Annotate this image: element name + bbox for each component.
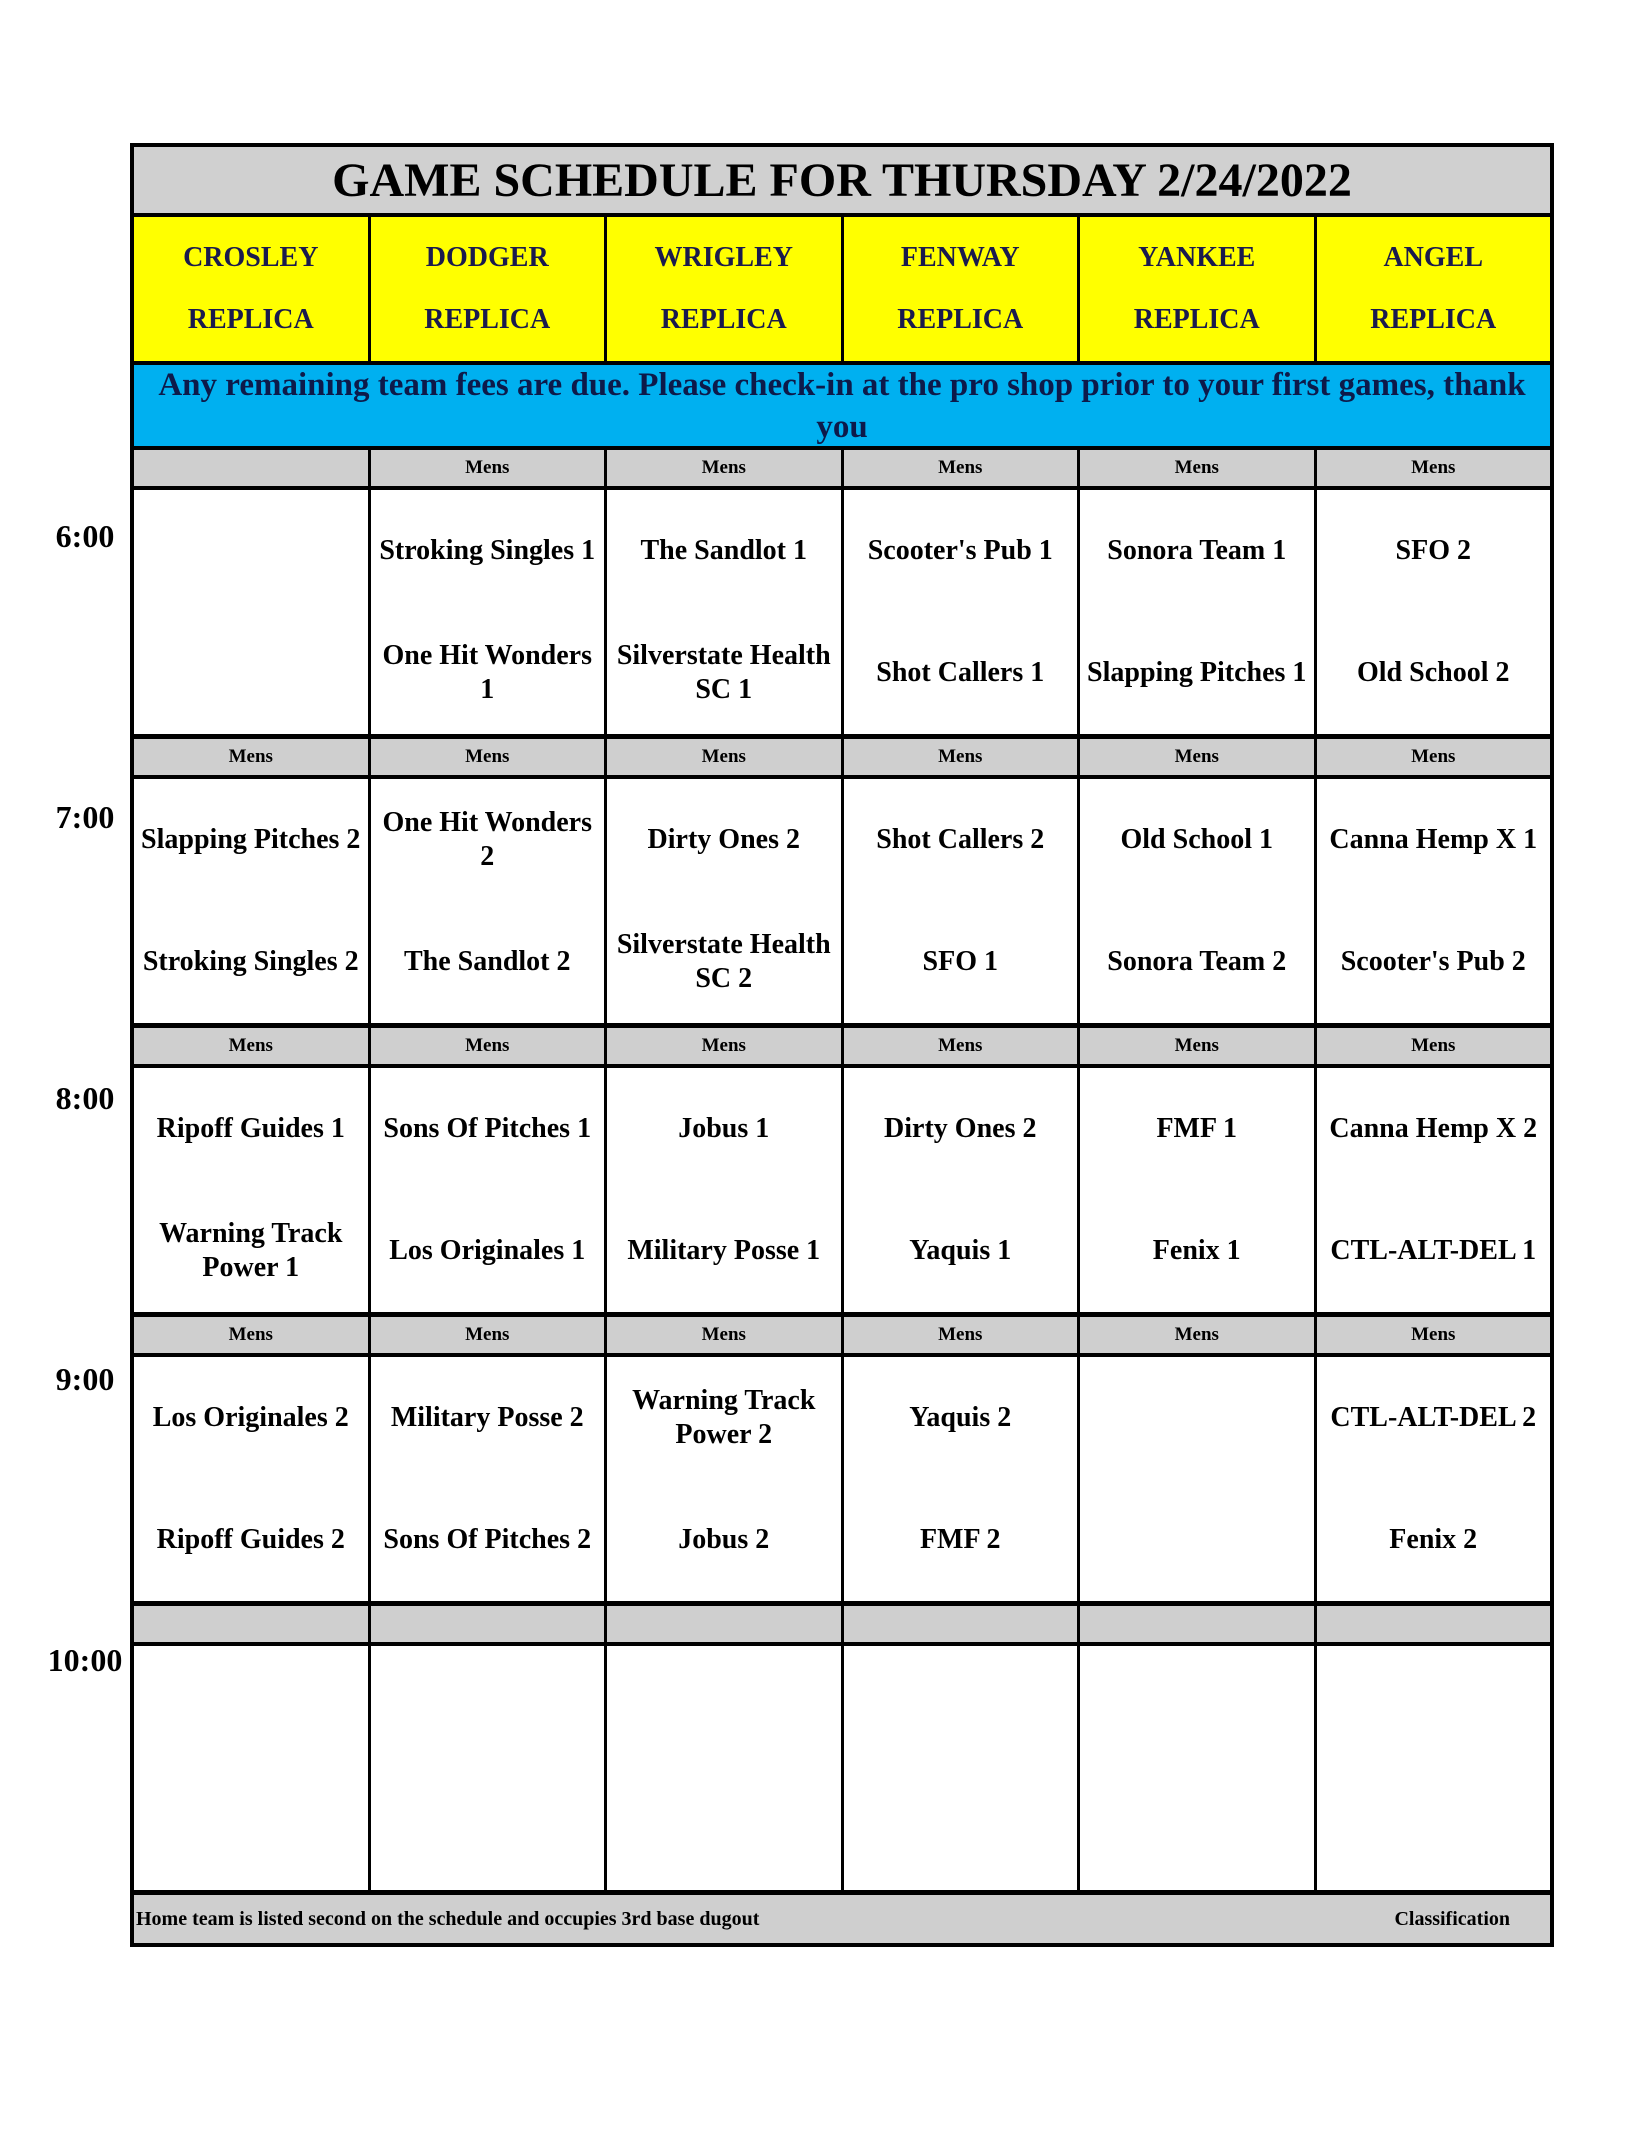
game-cell xyxy=(607,1357,844,1601)
classification-cell: Mens xyxy=(134,739,371,775)
home-team: Stroking Singles 2 xyxy=(142,946,359,977)
game-cell xyxy=(371,1068,608,1312)
field-header xyxy=(1317,217,1551,361)
away-team: Sonora Team 1 xyxy=(1107,535,1287,566)
classification-cell xyxy=(607,1606,844,1642)
field-name: CROSLEY xyxy=(183,242,319,273)
field-header-row xyxy=(134,217,1550,365)
time-label-10: 10:00 xyxy=(47,1642,123,1678)
field-header xyxy=(134,217,371,361)
classification-cell: Mens xyxy=(1080,739,1317,775)
classification-cell xyxy=(134,450,371,486)
classification-row xyxy=(134,1317,1550,1357)
classification-cell: Mens xyxy=(1080,1317,1317,1353)
field-name: WRIGLEY xyxy=(654,242,793,273)
game-cell xyxy=(134,1068,371,1312)
game-cell xyxy=(844,1068,1081,1312)
home-team xyxy=(371,1768,605,1890)
field-name: DODGER xyxy=(425,242,549,273)
away-team: FMF 1 xyxy=(1156,1113,1238,1144)
home-team: SFO 1 xyxy=(922,946,998,977)
away-team: Canna Hemp X 2 xyxy=(1329,1113,1538,1144)
home-team: Military Posse 1 xyxy=(627,1235,821,1266)
game-row xyxy=(134,1068,1550,1317)
schedule-slots xyxy=(134,450,1550,1895)
game-cell xyxy=(1080,779,1317,1023)
away-team: Military Posse 2 xyxy=(390,1402,584,1433)
away-team: Slapping Pitches 2 xyxy=(141,824,361,855)
game-cell xyxy=(1080,490,1317,734)
away-team xyxy=(607,1646,841,1768)
classification-cell xyxy=(371,1606,608,1642)
classification-cell: Mens xyxy=(607,1317,844,1353)
field-type: REPLICA xyxy=(1370,304,1497,335)
classification-cell: Mens xyxy=(844,1028,1081,1064)
classification-cell: Mens xyxy=(371,450,608,486)
game-cell xyxy=(134,1357,371,1601)
time-label-6: 6:00 xyxy=(55,518,115,554)
classification-cell: Mens xyxy=(844,739,1081,775)
away-team xyxy=(134,1646,368,1768)
home-team: Warning Track Power 1 xyxy=(159,1218,343,1283)
game-cell xyxy=(134,490,371,734)
away-team xyxy=(1080,1357,1314,1479)
field-type: REPLICA xyxy=(1133,304,1260,335)
away-team: CTL-ALT-DEL 2 xyxy=(1330,1402,1537,1433)
classification-cell: Mens xyxy=(607,739,844,775)
classification-cell: Mens xyxy=(1080,1028,1317,1064)
footer-note: Home team is listed second on the schedule and occupies 3rd base dugout xyxy=(136,1907,760,1930)
away-team: Sons Of Pitches 1 xyxy=(383,1113,592,1144)
game-cell xyxy=(844,1646,1081,1890)
field-header xyxy=(844,217,1081,361)
classification-cell: Mens xyxy=(1411,1324,1456,1345)
home-team: CTL-ALT-DEL 1 xyxy=(1330,1235,1537,1266)
home-team: FMF 2 xyxy=(919,1524,1001,1555)
away-team xyxy=(844,1646,1078,1768)
schedule-table xyxy=(130,143,1554,1947)
away-team: One Hit Wonders 2 xyxy=(382,807,592,872)
field-header xyxy=(371,217,608,361)
home-team: Fenix 2 xyxy=(1389,1524,1478,1555)
away-team: Warning Track Power 2 xyxy=(632,1385,816,1450)
home-team: Fenix 1 xyxy=(1152,1235,1241,1266)
game-cell xyxy=(134,779,371,1023)
away-team xyxy=(371,1646,605,1768)
field-header xyxy=(1080,217,1317,361)
home-team xyxy=(607,1768,841,1890)
away-team xyxy=(1317,1646,1551,1768)
field-type: REPLICA xyxy=(660,304,787,335)
away-team xyxy=(134,490,368,612)
game-row xyxy=(134,490,1550,739)
home-team xyxy=(1080,1768,1314,1890)
classification-cell: Mens xyxy=(1411,457,1456,478)
time-label-8: 8:00 xyxy=(55,1080,115,1116)
classification-cell: Mens xyxy=(1411,746,1456,767)
home-team xyxy=(1317,1768,1551,1890)
game-cell xyxy=(371,779,608,1023)
classification-cell: Mens xyxy=(134,1028,371,1064)
away-team: Stroking Singles 1 xyxy=(379,535,596,566)
home-team: The Sandlot 2 xyxy=(404,946,571,977)
game-cell xyxy=(607,1646,844,1890)
game-cell xyxy=(1317,1646,1551,1890)
game-cell xyxy=(844,1357,1081,1601)
classification-row xyxy=(134,1606,1550,1646)
away-team: Old School 1 xyxy=(1120,824,1273,855)
away-team: Dirty Ones 2 xyxy=(647,824,800,855)
home-team: Los Originales 1 xyxy=(389,1235,586,1266)
classification-cell: Mens xyxy=(371,1028,608,1064)
game-cell xyxy=(1317,490,1551,734)
away-team: Yaquis 2 xyxy=(909,1402,1012,1433)
home-team xyxy=(134,612,368,734)
away-team: Los Originales 2 xyxy=(152,1402,349,1433)
classification-cell: Mens xyxy=(607,450,844,486)
time-label-7: 7:00 xyxy=(55,799,115,835)
game-cell xyxy=(371,1646,608,1890)
home-team xyxy=(1080,1479,1314,1601)
home-team: Old School 2 xyxy=(1357,657,1510,688)
classification-cell: Mens xyxy=(844,1317,1081,1353)
home-team: One Hit Wonders 1 xyxy=(382,640,592,705)
home-team: Sonora Team 2 xyxy=(1107,946,1287,977)
home-team: Slapping Pitches 1 xyxy=(1087,657,1307,688)
home-team: Scooter's Pub 2 xyxy=(1340,946,1526,977)
classification-cell: Mens xyxy=(844,450,1081,486)
classification-row xyxy=(134,739,1550,779)
game-cell xyxy=(607,779,844,1023)
game-row xyxy=(134,1357,1550,1606)
game-cell xyxy=(607,1068,844,1312)
home-team: Silverstate Health SC 2 xyxy=(616,929,831,994)
away-team: Scooter's Pub 1 xyxy=(867,535,1053,566)
notice-banner: Any remaining team fees are due. Please check-in at the pro shop prior to your first games, thank you xyxy=(134,365,1550,450)
classification-cell: Mens xyxy=(134,1317,371,1353)
classification-cell xyxy=(134,1606,371,1642)
time-label-9: 9:00 xyxy=(55,1361,115,1397)
away-team xyxy=(1080,1646,1314,1768)
home-team: Yaquis 1 xyxy=(909,1235,1012,1266)
away-team: Jobus 1 xyxy=(678,1113,770,1144)
home-team: Jobus 2 xyxy=(678,1524,770,1555)
classification-cell xyxy=(1317,1606,1551,1642)
home-team: Ripoff Guides 2 xyxy=(156,1524,345,1555)
game-cell xyxy=(607,490,844,734)
field-header xyxy=(607,217,844,361)
game-cell xyxy=(1317,1068,1551,1312)
field-type: REPLICA xyxy=(897,304,1024,335)
game-cell xyxy=(844,779,1081,1023)
field-name: FENWAY xyxy=(900,242,1020,273)
home-team xyxy=(134,1768,368,1890)
game-cell xyxy=(1080,1646,1317,1890)
field-name: ANGEL xyxy=(1383,242,1484,273)
game-cell xyxy=(1317,1357,1551,1601)
away-team: Shot Callers 2 xyxy=(876,824,1045,855)
game-cell xyxy=(371,1357,608,1601)
classification-row xyxy=(134,1028,1550,1068)
classification-cell: Mens xyxy=(607,1028,844,1064)
away-team: The Sandlot 1 xyxy=(640,535,807,566)
classification-row xyxy=(134,450,1550,490)
away-team: Ripoff Guides 1 xyxy=(156,1113,345,1144)
page-title: GAME SCHEDULE FOR THURSDAY 2/24/2022 xyxy=(134,147,1550,217)
game-cell xyxy=(371,490,608,734)
game-cell xyxy=(134,1646,371,1890)
game-row xyxy=(134,779,1550,1028)
game-row xyxy=(134,1646,1550,1895)
field-name: YANKEE xyxy=(1138,242,1256,273)
field-type: REPLICA xyxy=(187,304,314,335)
home-team: Shot Callers 1 xyxy=(876,657,1045,688)
classification-cell: Mens xyxy=(371,1317,608,1353)
game-cell xyxy=(844,490,1081,734)
away-team: Dirty Ones 2 xyxy=(884,1113,1037,1144)
away-team: Canna Hemp X 1 xyxy=(1329,824,1538,855)
classification-cell xyxy=(844,1606,1081,1642)
home-team xyxy=(844,1768,1078,1890)
game-cell xyxy=(1317,779,1551,1023)
home-team: Silverstate Health SC 1 xyxy=(616,640,831,705)
classification-cell: Mens xyxy=(371,739,608,775)
away-team: SFO 2 xyxy=(1395,535,1471,566)
footer-legend: Classification xyxy=(1394,1907,1510,1930)
home-team: Sons Of Pitches 2 xyxy=(383,1524,592,1555)
game-cell xyxy=(1080,1068,1317,1312)
footer-bar xyxy=(134,1895,1550,1943)
classification-cell xyxy=(1080,1606,1317,1642)
game-cell xyxy=(1080,1357,1317,1601)
field-type: REPLICA xyxy=(424,304,551,335)
classification-cell: Mens xyxy=(1411,1035,1456,1056)
classification-cell: Mens xyxy=(1080,450,1317,486)
